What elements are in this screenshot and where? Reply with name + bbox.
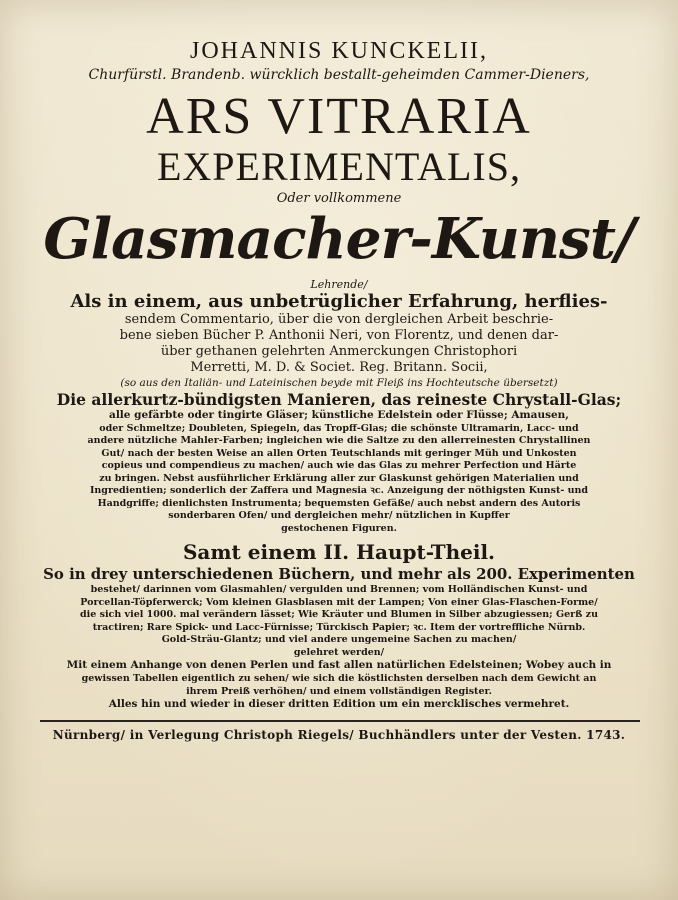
description-line: Merretti, M. D. & Societ. Reg. Britann. Socii, [190, 360, 488, 375]
description-line: Gut/ nach der besten Weise an allen Orten Teutschlands mit geringer Müh und Unkosten [101, 447, 577, 459]
description-line: andere nützliche Mahler-Farben; ingleichen wie die Saltze zu den allerreinesten Chrystallinen [87, 435, 591, 447]
description-line: oder Schmeltze; Doubleten, Spiegeln, das Tropff-Glas; die schönste Ultramarin, Lacc- und [99, 422, 579, 434]
title-page-text-block [40, 30, 638, 742]
description-line: Die allerkurtz-bündigsten Manieren, das reineste Chrystall-Glas; [56, 390, 622, 409]
main-title-line-2: EXPERIMENTALIS, [156, 144, 521, 189]
part-description-line: tractiren; Rare Spick- und Lacc-Fürnisse; Türckisch Papier; ꝛc. Item der vortreffliche Nürnb. [92, 621, 586, 633]
imprint: Nürnberg/ in Verlegung Christoph Riegels/ Buchhändlers unter der Vesten. 1743. [52, 727, 626, 742]
description-line: sendem Commentario, über die von dergleichen Arbeit beschrie- [124, 312, 554, 327]
part-description-line: Porcellan-Töpferwerck; Vom kleinen Glasblasen mit der Lampen; Von einer Glas-Flaschen-Forme/ [80, 596, 598, 608]
description-line: sonderbaren Ofen/ und dergleichen mehr/ nützlichen in Kupffer [168, 510, 510, 522]
part-description-line: die sich viel 1000. mal verändern lässet; Wie Kräuter und Blumen in Silber abzugiessen; Gerß zu [80, 609, 598, 621]
part-description-line: bestehet/ darinnen vom Glasmahlen/ vergulden und Brennen; vom Holländischen Kunst- und [90, 584, 588, 596]
author-name: JOHANNIS KUNCKELII, [190, 38, 488, 64]
description-line: Handgriffe; dienlichsten Instrumenta; bequemsten Gefäße/ auch nebst andern des Autoris [97, 497, 581, 509]
author-office: Churfürstl. Brandenb. würcklich bestallt-geheimden Cammer-Dieners, [88, 67, 590, 83]
main-title-line-1: ARS VITRARIA [146, 88, 532, 145]
imprint-divider [40, 720, 640, 722]
lehrende-label: Lehrende/ [310, 278, 368, 291]
part-description-line: gewissen Tabellen eigentlich zu sehen/ wie sich die köstlichsten derselben nach dem Gewicht an [81, 673, 597, 685]
part-description-line: Mit einem Anhange von denen Perlen und fast allen natürlichen Edelsteinen; Wobey auch in [66, 659, 612, 672]
description-line: Als in einem, aus unbetrüglicher Erfahrung, herflies- [70, 291, 608, 312]
part-description-line: Alles hin und wieder in dieser dritten Edition um ein mercklisches vermehret. [108, 698, 570, 711]
german-title: Glasmacher-Kunst/ [43, 206, 635, 272]
description-line: copieus und compendieus zu machen/ auch wie das Glas zu mehrer Perfection und Härte [101, 460, 577, 472]
description-line: alle gefärbte oder tingirte Gläser; künstliche Edelstein oder Flüsse; Amausen, [109, 409, 569, 421]
part-description-line: Gold-Sträu-Glantz; und viel andere ungemeine Sachen zu machen/ [161, 634, 517, 646]
part-two-heading: Samt einem II. Haupt-Theil. [182, 540, 496, 565]
translation-note: (so aus den Italiän- und Lateinischen beyde mit Fleiß ins Hochteutsche übersetzt) [120, 377, 558, 389]
part-description-line: So in drey unterschiedenen Büchern, und mehr als 200. Experimenten [43, 565, 635, 584]
description-line: über gethanen gelehrten Anmerckungen Christophori [160, 344, 518, 359]
part-description-line: ihrem Preiß verhöhen/ und einem vollständigen Register. [186, 685, 492, 697]
description-line: zu bringen. Nebst ausführlicher Erklärung aller zur Glaskunst gehörigen Materialien und [99, 472, 579, 484]
description-line: gestochenen Figuren. [281, 522, 397, 534]
title-connector: Oder vollkommene [276, 191, 402, 206]
part-description-line: gelehret werden/ [293, 646, 385, 658]
description-line: bene sieben Bücher P. Anthonii Neri, von Florentz, und denen dar- [119, 328, 559, 343]
description-line: Ingredientien; sonderlich der Zaffera und Magnesia ꝛc. Anzeigung der nöthigsten Kunst- und [89, 485, 589, 497]
